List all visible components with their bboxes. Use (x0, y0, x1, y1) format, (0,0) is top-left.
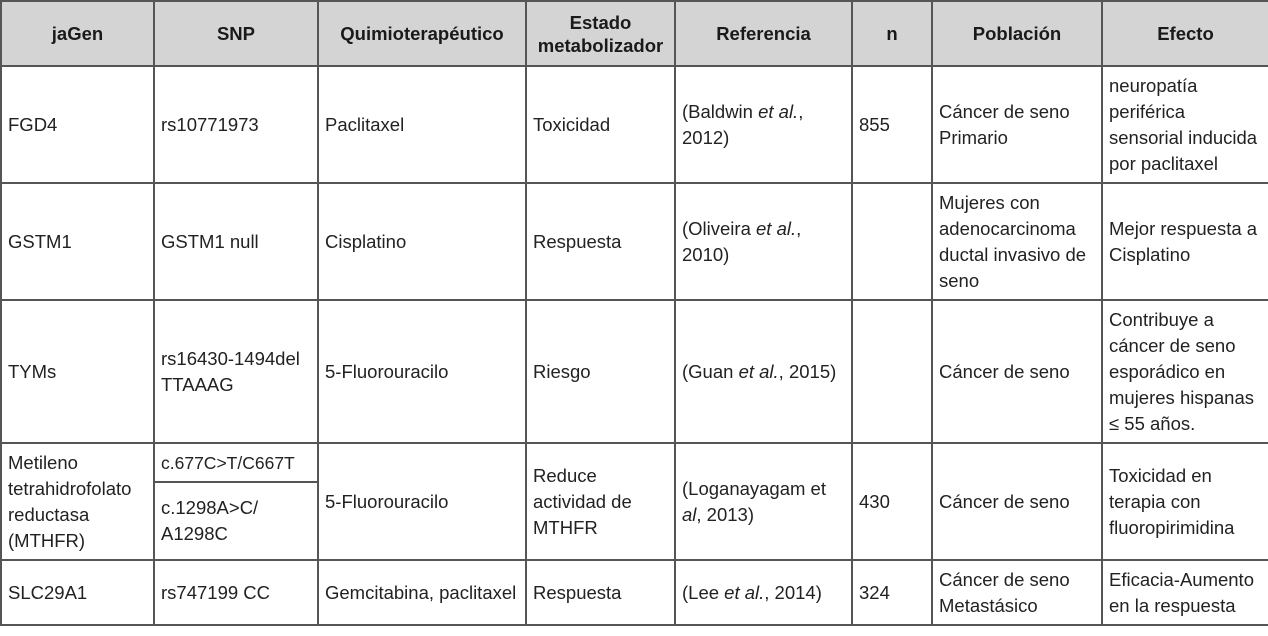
cell-gen: SLC29A1 (1, 560, 154, 625)
table-row (1, 300, 1268, 443)
ref-etal: et al. (724, 581, 765, 603)
ref-text: (Lee (682, 581, 725, 603)
ref-year: , 2015) (778, 360, 837, 382)
cell-poblacion: Cáncer de seno Metastásico (932, 560, 1102, 625)
table-row (1, 66, 1268, 183)
ref-al: al (682, 503, 697, 525)
cell-poblacion: Cáncer de seno (932, 443, 1102, 560)
cell-gen: GSTM1 (1, 183, 154, 300)
header-efecto: Efecto (1102, 1, 1268, 66)
cell-n: 324 (852, 560, 932, 625)
ref-year: , 2012) (682, 100, 804, 148)
ref-text: (Guan (682, 360, 739, 382)
cell-gen: TYMs (1, 300, 154, 443)
cell-efecto: Eficacia-Aumento en la respuesta (1102, 560, 1268, 625)
cell-estado: Respuesta (526, 183, 675, 300)
cell-quimio: Paclitaxel (318, 66, 526, 183)
cell-poblacion: Cáncer de seno (932, 300, 1102, 443)
ref-etal: et al. (738, 360, 779, 382)
table-row (1, 183, 1268, 300)
cell-n: 430 (852, 443, 932, 560)
ref-year: , 2013) (696, 503, 755, 525)
cell-referencia (675, 300, 852, 443)
header-quimioterapeutico: Quimioterapéutico (318, 1, 526, 66)
cell-quimio: Cisplatino (318, 183, 526, 300)
header-poblacion: Población (932, 1, 1102, 66)
cell-estado: Respuesta (526, 560, 675, 625)
cell-poblacion: Cáncer de seno Primario (932, 66, 1102, 183)
cell-snp: rs747199 CC (154, 560, 318, 625)
cell-gen: Metileno tetrahidrofolato reductasa (MTHFR) (1, 443, 154, 560)
cell-snp: rs10771973 (154, 66, 318, 183)
header-referencia: Referencia (675, 1, 852, 66)
cell-snp-a: c.677C>T/C667T (154, 443, 318, 482)
cell-referencia (675, 560, 852, 625)
cell-referencia (675, 183, 852, 300)
cell-quimio: Gemcitabina, paclitaxel (318, 560, 526, 625)
cell-referencia (675, 66, 852, 183)
header-n: n (852, 1, 932, 66)
cell-quimio: 5-Fluorouracilo (318, 300, 526, 443)
cell-n (852, 300, 932, 443)
ref-etal: et al. (758, 100, 799, 122)
ref-text: (Loganayagam et (682, 477, 826, 499)
cell-gen: FGD4 (1, 66, 154, 183)
table-row (1, 560, 1268, 625)
cell-efecto: Toxicidad en terapia con fluoropirimidina (1102, 443, 1268, 560)
cell-n (852, 183, 932, 300)
cell-efecto: Mejor respuesta a Cisplatino (1102, 183, 1268, 300)
cell-estado: Reduce actividad de MTHFR (526, 443, 675, 560)
cell-poblacion: Mujeres con adenocarcinoma ductal invasivo de seno (932, 183, 1102, 300)
cell-snp: rs16430-1494delTTAAAG (154, 300, 318, 443)
cell-estado: Riesgo (526, 300, 675, 443)
ref-text: (Oliveira (682, 217, 757, 239)
cell-n: 855 (852, 66, 932, 183)
cell-quimio: 5-Fluorouracilo (318, 443, 526, 560)
header-estado-metabolizador: Estado metabolizador (526, 1, 675, 66)
ref-year: , 2014) (764, 581, 822, 603)
cell-snp: GSTM1 null (154, 183, 318, 300)
table-row (1, 443, 1268, 482)
ref-text: (Baldwin (682, 100, 759, 122)
cell-estado: Toxicidad (526, 66, 675, 183)
ref-etal: et al. (756, 217, 797, 239)
cell-snp-b: c.1298A>C/ A1298C (154, 482, 318, 560)
header-snp: SNP (154, 1, 318, 66)
table-header (1, 1, 1268, 66)
header-gen: jaGen (1, 1, 154, 66)
cell-efecto: Contribuye a cáncer de seno esporádico en mujeres hispanas ≤ 55 años. (1102, 300, 1268, 443)
cell-efecto: neuropatía periférica sensorial inducida por paclitaxel (1102, 66, 1268, 183)
cell-referencia (675, 443, 852, 560)
ref-year: , 2010) (682, 217, 802, 265)
